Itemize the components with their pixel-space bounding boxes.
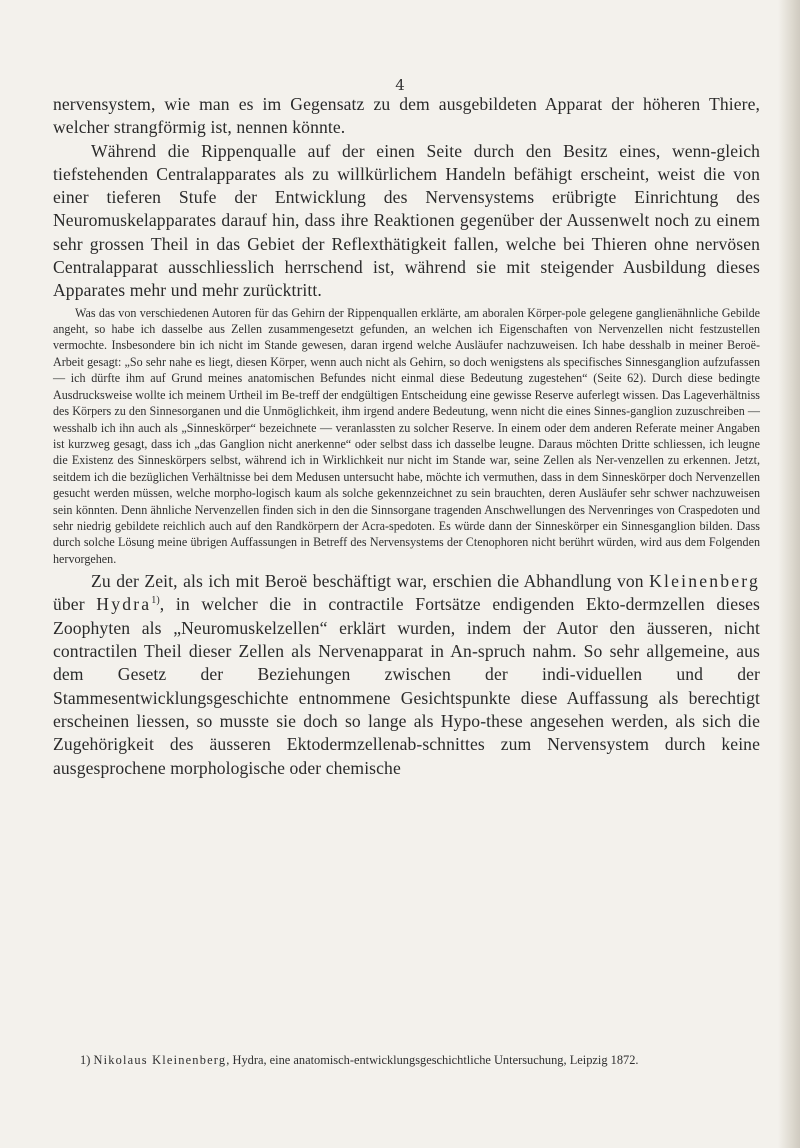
paragraph-2-text: Während die Rippenqualle auf der einen Seite durch den Besitz eines, wenn-gleich tiefstehenden Centralapparates als zu willkürlichem Handeln befähigt erscheint, weist die von einer tieferen Stufe der Entwicklung des Nervensystems erübrigte Einrichtung des Neuromuskelapparates darauf hin, dass ihre Reaktionen gegenüber der Aussenwelt noch zu einem sehr grossen Theil in das Gebiet der Reflexthätigkeit fallen, welche bei Thieren ohne nervösen Centralapparat ausschliesslich herrschend ist, während sie mit steigender Ausbildung dieses Apparates mehr und mehr zurücktritt. bbox=[53, 140, 760, 301]
footnote-mark: 1) bbox=[80, 1053, 91, 1067]
paragraph-1 bbox=[53, 93, 760, 140]
author-name: Kleinenberg bbox=[649, 571, 760, 592]
paragraph-3-ueber: über bbox=[53, 594, 85, 615]
page-number: 4 bbox=[395, 76, 405, 94]
small-print-text: Was das von verschiedenen Autoren für das Gehirn der Rippenquallen erklärte, am aboralen Körper-pole gelegene ganglienähnliche Gebilde angeht, so habe ich dasselbe aus Zellen zusammengesetzt gefunden, an welchen ich Eigenschaften von Nervenzellen nicht festzustellen vermochte. Insbesondere bin ich nicht im Stande gewesen, daran irgend welche Ausläufer nachzuweisen. Ich habe desshalb in meiner Beroë-Arbeit gesagt: „So sehr nahe es liegt, diesen Körper, wenn auch nicht als Gehirn, so doch wenigstens als specifisches Sinnesganglion aufzufassen — ich dürfte ihm auf Grund meines anatomischen Befundes nicht einmal diese Bedeutung zugestehen“ (Seite 62). Durch diese bedingte Ausdrucksweise wollte ich meinem Urtheil im Be-treff der endgültigen Entscheidung eine gewisse Reserve auferlegt wissen. Das Lageverhältniss des Körpers zu den Sinnesorganen und die Unmöglichkeit, ihm irgend andere Bedeutung, wenn nicht die eines Sinnes-ganglion zuzuschreiben — wesshalb ich ihn auch als „Sinneskörper“ bezeichnete — veranlassten zu solcher Reserve. In einem oder dem anderen Referate meiner Angaben ist kurzweg gesagt, dass ich „das Ganglion nicht anerkenne“ oder selbst dass ich dasselbe leugne. Daraus möchten Dritte schliessen, ich leugne die Existenz des Sinneskörpers selbst, während ich in Wirklichkeit nur nicht im Stande war, seine Zellen als Ner-venzellen zu erkennen. Jetzt, seitdem ich die bezüglichen Verhältnisse bei dem Medusen untersucht habe, möchte ich vermuthen, dass in dem Sinneskörper doch Nervenzellen gesucht werden müssen, welche morpho-logisch kaum als solche gekennzeichnet zu sein brauchten, deren Ausläufer sehr schwer nachzuweisen sein könnten. Denn ähnliche Nervenzellen finden sich in den die Sinnsorgane tragenden Anschwellungen des Nervenringes von Craspedoten und sehr niedrig gebildete reichlich auch auf den Randkörpern der Acra-spedoten. Es würde dann der Sinneskörper ein Sinnesganglion bilden. Dass durch solche Lösung meine übrigen Auffassungen in Betreff des Nervensystems der Ctenophoren nicht berührt würden, wird aus dem Folgenden hervorgehen. bbox=[53, 305, 760, 566]
paragraph-3-rest: , in welcher die in contractile Fortsätze endigenden Ekto-dermzellen dieses Zoophyten als „Neuromuskelzellen“ erklärt wurden, indem der Autor den äusseren, nicht contractilen Theil dieser Zellen als Nervenapparat in An-spruch nahm. So sehr allgemeine, aus dem Gesetz der Beziehungen zwischen der indi-viduellen und der Stammesentwicklungsgeschichte entnommene Gesichtspunkte diese Auffassung als berechtigt erscheinen liessen, so musste sie doch so lange als Hypo-these angesehen werden, als sich die Zugehörigkeit des äusseren Ektodermzellenab-schnittes zum Nervensystem durch keine ausgesprochene morphologische oder chemische bbox=[53, 594, 760, 778]
small-print-note bbox=[53, 305, 760, 568]
page-edge-shadow bbox=[778, 0, 800, 1148]
footnote-text: , Hydra, eine anatomisch-entwicklungsgeschichtliche Untersuchung, Leipzig 1872. bbox=[226, 1053, 639, 1067]
footnote-author: Nikolaus Kleinenberg bbox=[93, 1053, 227, 1067]
footnote bbox=[80, 1052, 760, 1068]
paragraph-3 bbox=[53, 570, 760, 780]
paragraph-1-text: nervensystem, wie man es im Gegensatz zu dem ausgebildeten Apparat der höheren Thiere, welcher strangförmig ist, nennen könnte. bbox=[53, 94, 760, 138]
footnote-reference: 1) bbox=[151, 595, 160, 607]
paragraph-3-start: Zu der Zeit, als ich mit Beroë beschäftigt war, erschien die Abhandlung von bbox=[91, 571, 644, 592]
main-text bbox=[53, 93, 760, 780]
paragraph-2 bbox=[53, 140, 760, 303]
work-title: Hydra bbox=[96, 594, 152, 615]
